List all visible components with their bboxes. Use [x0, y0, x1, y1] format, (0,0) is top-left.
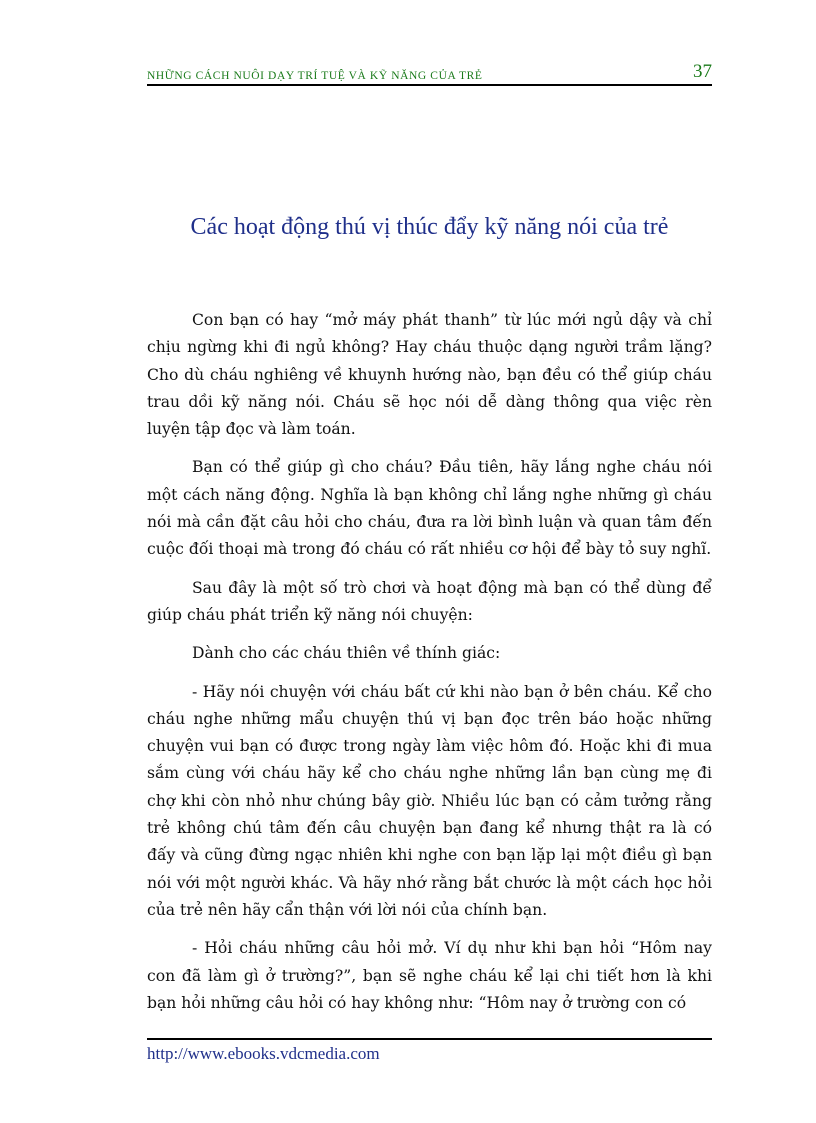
paragraph: - Hỏi cháu những câu hỏi mở. Ví dụ như khi bạn hỏi “Hôm nay con đã làm gì ở trường?”, bạn sẽ nghe cháu kể lại chi tiết hơn là khi bạn hỏi những câu hỏi có hay không như: “Hôm nay ở trường con có: [147, 939, 712, 1012]
paragraph: Dành cho các cháu thiên về thính giác:: [192, 644, 501, 663]
paragraph: Bạn có thể giúp gì cho cháu? Đầu tiên, hãy lắng nghe cháu nói một cách năng động. Nghĩa là bạn không chỉ lắng nghe những gì cháu nói mà cần đặt câu hỏi cho cháu, đưa ra lời bình luận và quan tâm đến cuộc đối thoại mà trong đó cháu có rất nhiều cơ hội để bày tỏ suy nghĩ.: [147, 458, 712, 559]
body-text: [147, 307, 712, 1028]
page-number: 37: [693, 61, 712, 82]
paragraph: - Hãy nói chuyện với cháu bất cứ khi nào bạn ở bên cháu. Kể cho cháu nghe những mẩu chuyện thú vị bạn đọc trên báo hoặc những chuyện vui bạn có được trong ngày làm việc hôm đó. Hoặc khi đi mua sắm cùng với cháu hãy kể cho cháu nghe những lần bạn cùng mẹ đi chợ khi còn nhỏ như chúng bây giờ. Nhiều lúc bạn có cảm tưởng rằng trẻ không chú tâm đến câu chuyện bạn đang kể nhưng thật ra là có đấy và cũng đừng ngạc nhiên khi nghe con bạn lặp lại một điều gì bạn nói với một người khác. Và hãy nhớ rằng bắt chước là một cách học hỏi của trẻ nên hãy cẩn thận với lời nói của chính bạn.: [147, 682, 712, 919]
paragraph: Con bạn có hay “mở máy phát thanh” từ lúc mới ngủ dậy và chỉ chịu ngừng khi đi ngủ không? Hay cháu thuộc dạng người trầm lặng? Cho dù cháu nghiêng về khuynh hướng nào, bạn đều có thể giúp cháu trau dồi kỹ năng nói. Cháu sẽ học nói dễ dàng thông qua việc rèn luyện tập đọc và làm toán.: [147, 311, 712, 439]
running-title: NHỮNG CÁCH NUÔI DẠY TRÍ TUỆ VÀ KỸ NĂNG CỦA TRẺ: [147, 70, 483, 82]
paragraph: Sau đây là một số trò chơi và hoạt động mà bạn có thể dùng để giúp cháu phát triển kỹ năng nói chuyện:: [147, 578, 712, 624]
chapter-title: Các hoạt động thú vị thúc đẩy kỹ năng nói của trẻ: [190, 214, 669, 240]
header-divider: [147, 84, 712, 86]
running-header: [147, 62, 712, 82]
footer-divider: [147, 1038, 712, 1040]
footer-url-link[interactable]: http://www.ebooks.vdcmedia.com: [147, 1044, 380, 1063]
